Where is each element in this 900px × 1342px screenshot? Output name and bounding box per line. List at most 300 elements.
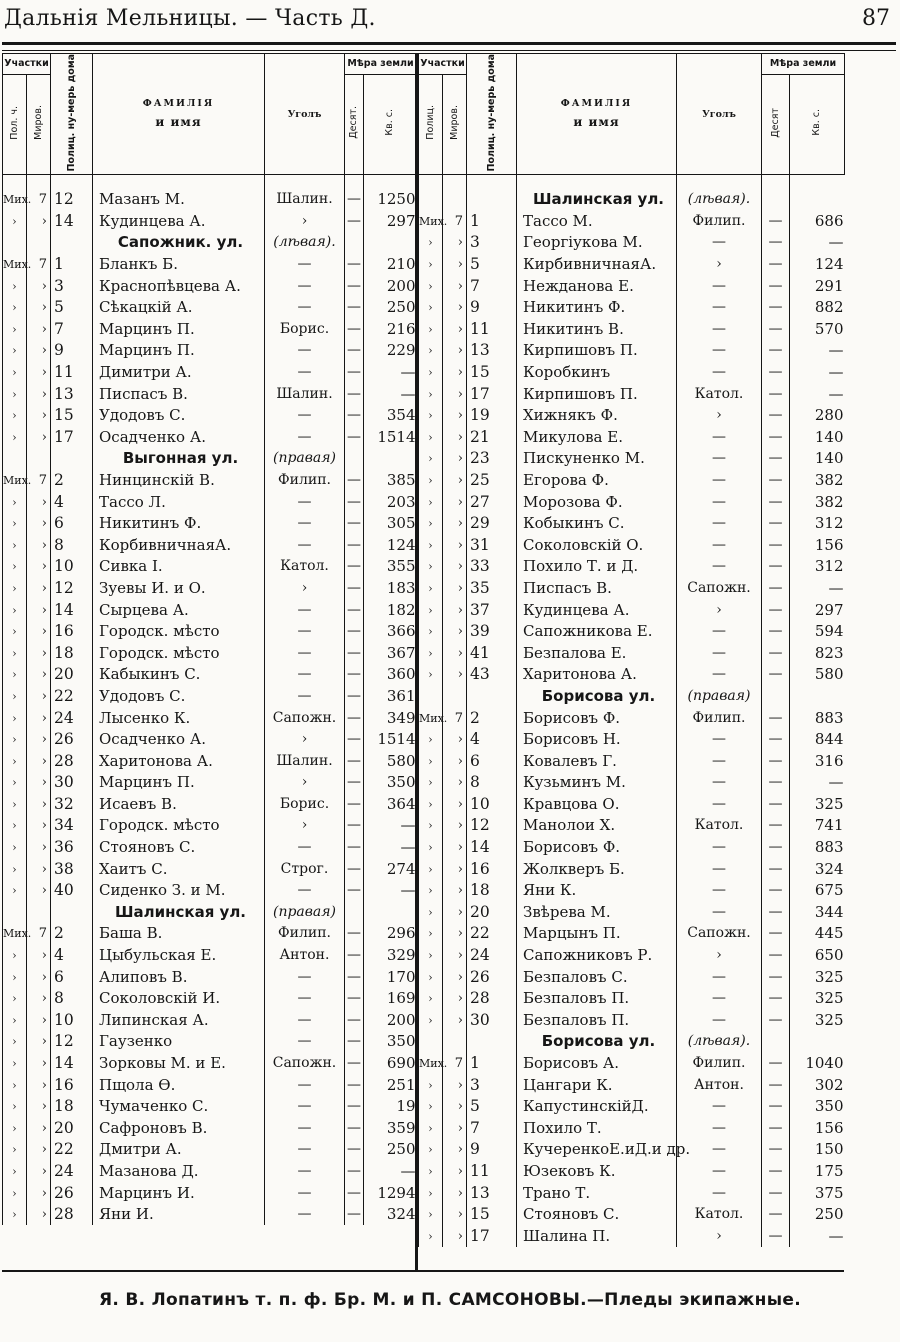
police-section-cell: ›	[419, 297, 443, 319]
owner-name-cell: Лысенко К.	[93, 707, 265, 729]
table-row	[3, 1117, 417, 1139]
corner-cell: Филип.	[677, 707, 762, 729]
desyatin-cell: —	[762, 1096, 790, 1118]
corner-cell: —	[677, 448, 762, 470]
register-table-right	[418, 53, 845, 1247]
corner-cell: Сапожн.	[265, 707, 345, 729]
owner-name-cell: Чумаченко С.	[93, 1096, 265, 1118]
police-section-cell: ›	[419, 1139, 443, 1161]
corner-cell: —	[265, 880, 345, 902]
magistrate-cell: ›	[443, 1139, 467, 1161]
table-row	[419, 470, 845, 492]
magistrate-cell: ›	[443, 794, 467, 816]
police-section-cell: ›	[3, 578, 27, 600]
table-row	[419, 621, 845, 643]
desyatin-cell: —	[345, 211, 364, 233]
area-cell: 375	[790, 1182, 845, 1204]
row-blank	[443, 189, 467, 211]
desyatin-cell: —	[762, 1182, 790, 1204]
police-section-cell: ›	[3, 534, 27, 556]
owner-name-cell: Городск. мѣсто	[93, 815, 265, 837]
area-cell: 354	[364, 405, 417, 427]
police-section-cell: ›	[419, 599, 443, 621]
table-row	[3, 664, 417, 686]
row-blank	[51, 232, 93, 254]
house-number-cell: 4	[467, 729, 517, 751]
house-number-cell: 4	[51, 945, 93, 967]
table-row	[3, 707, 417, 729]
owner-name-cell: Сѣкацкій А.	[93, 297, 265, 319]
table-row	[3, 426, 417, 448]
owner-name-cell: Харитонова А.	[93, 750, 265, 772]
table-row	[3, 729, 417, 751]
magistrate-cell: ›	[443, 254, 467, 276]
corner-cell: ›	[265, 772, 345, 794]
house-number-cell: 2	[51, 923, 93, 945]
desyatin-cell: —	[762, 556, 790, 578]
magistrate-cell: ›	[443, 966, 467, 988]
house-number-cell: 17	[467, 1225, 517, 1247]
table-row	[419, 707, 845, 729]
corner-cell: —	[677, 729, 762, 751]
magistrate-cell: ›	[27, 1031, 51, 1053]
owner-name-cell: Марцинъ П.	[93, 340, 265, 362]
corner-cell: —	[677, 664, 762, 686]
magistrate-cell: ›	[27, 1053, 51, 1075]
table-row	[3, 534, 417, 556]
row-blank	[364, 232, 417, 254]
magistrate-cell: ›	[443, 923, 467, 945]
house-number-cell: 7	[51, 319, 93, 341]
corner-cell: —	[265, 513, 345, 535]
magistrate-cell: ›	[443, 362, 467, 384]
table-row	[3, 858, 417, 880]
magistrate-cell: ›	[443, 642, 467, 664]
desyatin-cell: —	[762, 1053, 790, 1075]
header-surname: ФАМИЛІЯ и имя	[93, 54, 265, 175]
desyatin-cell: —	[345, 599, 364, 621]
table-row	[3, 815, 417, 837]
house-number-cell: 10	[51, 1010, 93, 1032]
owner-name-cell: Никитинъ Ф.	[517, 297, 677, 319]
street-side: (правая)	[265, 902, 345, 924]
owner-name-cell: Кобыкинъ С.	[517, 513, 677, 535]
owner-name-cell: Кирпишовъ П.	[517, 383, 677, 405]
table-row	[3, 923, 417, 945]
desyatin-cell: —	[762, 966, 790, 988]
owner-name-cell: Цангари К.	[517, 1074, 677, 1096]
street-name: Сапожник. ул.	[93, 232, 265, 254]
corner-cell: —	[265, 491, 345, 513]
house-number-cell: 33	[467, 556, 517, 578]
magistrate-cell: ›	[443, 297, 467, 319]
house-number-cell: 5	[51, 297, 93, 319]
house-number-cell: 12	[467, 815, 517, 837]
house-number-cell: 34	[51, 815, 93, 837]
magistrate-cell: ›	[27, 794, 51, 816]
magistrate-cell: ›	[27, 772, 51, 794]
house-number-cell: 22	[467, 923, 517, 945]
header-sq-sazhen: Кв. с.	[364, 74, 417, 175]
desyatin-cell: —	[762, 211, 790, 233]
house-number-cell: 32	[51, 794, 93, 816]
magistrate-cell: ›	[443, 902, 467, 924]
header-surname: ФАМИЛІЯ и имя	[517, 54, 677, 175]
house-number-cell: 8	[51, 534, 93, 556]
corner-cell: ›	[677, 405, 762, 427]
table-row	[3, 362, 417, 384]
house-number-cell: 15	[467, 362, 517, 384]
magistrate-cell: ›	[443, 448, 467, 470]
page-number: 87	[862, 6, 890, 31]
house-number-cell: 1	[467, 1053, 517, 1075]
table-row	[419, 815, 845, 837]
area-cell: 382	[790, 491, 845, 513]
police-section-cell: ›	[3, 211, 27, 233]
police-section-cell: ›	[419, 578, 443, 600]
corner-cell: —	[677, 1161, 762, 1183]
area-cell: 355	[364, 556, 417, 578]
area-cell: 183	[364, 578, 417, 600]
magistrate-cell: ›	[443, 1010, 467, 1032]
street-side: (лѣвая).	[677, 1031, 762, 1053]
police-section-cell: ›	[419, 426, 443, 448]
row-blank	[27, 448, 51, 470]
corner-cell: —	[265, 1010, 345, 1032]
house-number-cell: 7	[467, 1117, 517, 1139]
police-section-cell: ›	[3, 1010, 27, 1032]
owner-name-cell: Соколовскій И.	[93, 988, 265, 1010]
corner-cell: —	[265, 1182, 345, 1204]
owner-name-cell: КирбивничнаяА.	[517, 254, 677, 276]
area-cell: 367	[364, 642, 417, 664]
row-blank	[790, 686, 845, 708]
police-section-cell: ›	[3, 1074, 27, 1096]
row-blank	[364, 448, 417, 470]
house-number-cell: 9	[51, 340, 93, 362]
magistrate-cell: ›	[443, 1096, 467, 1118]
desyatin-cell: —	[345, 837, 364, 859]
desyatin-cell: —	[762, 232, 790, 254]
row-blank	[51, 902, 93, 924]
corner-cell: —	[265, 297, 345, 319]
row-blank	[345, 902, 364, 924]
row-blank	[762, 686, 790, 708]
police-section-cell: ›	[3, 880, 27, 902]
magistrate-cell: ›	[27, 707, 51, 729]
table-row	[419, 1096, 845, 1118]
table-row	[3, 599, 417, 621]
police-section-cell: ›	[419, 1010, 443, 1032]
house-number-cell: 15	[51, 405, 93, 427]
owner-name-cell: КорбивничнаяА.	[93, 534, 265, 556]
area-cell: 359	[364, 1117, 417, 1139]
house-number-cell: 28	[467, 988, 517, 1010]
magistrate-cell: ›	[27, 578, 51, 600]
table-row	[3, 254, 417, 276]
top-rule-thin	[2, 50, 896, 51]
corner-cell: —	[265, 362, 345, 384]
desyatin-cell: —	[345, 988, 364, 1010]
corner-cell: Катол.	[265, 556, 345, 578]
owner-name-cell: Кузьминъ М.	[517, 772, 677, 794]
police-section-cell: ›	[419, 988, 443, 1010]
owner-name-cell: Безпаловъ С.	[517, 966, 677, 988]
desyatin-cell: —	[762, 923, 790, 945]
corner-cell: Катол.	[677, 383, 762, 405]
corner-cell: Катол.	[677, 1204, 762, 1226]
magistrate-cell: ›	[27, 340, 51, 362]
house-number-cell: 30	[467, 1010, 517, 1032]
corner-cell: —	[677, 470, 762, 492]
area-cell: 250	[790, 1204, 845, 1226]
desyatin-cell: —	[762, 1117, 790, 1139]
house-number-cell: 11	[467, 319, 517, 341]
table-row	[3, 750, 417, 772]
corner-cell: Шалин.	[265, 189, 345, 211]
desyatin-cell: —	[345, 880, 364, 902]
table-row	[419, 340, 845, 362]
magistrate-cell: ›	[27, 362, 51, 384]
magistrate-cell: ›	[443, 621, 467, 643]
police-section-cell: ›	[3, 988, 27, 1010]
table-row	[419, 880, 845, 902]
desyatin-cell: —	[762, 254, 790, 276]
street-side: (лѣвая).	[265, 232, 345, 254]
magistrate-cell: ›	[443, 470, 467, 492]
owner-name-cell: Мазанъ М.	[93, 189, 265, 211]
magistrate-cell: ›	[443, 1074, 467, 1096]
magistrate-cell: ›	[27, 729, 51, 751]
area-cell: 325	[790, 988, 845, 1010]
corner-cell: Сапожн.	[677, 578, 762, 600]
area-cell: 124	[364, 534, 417, 556]
area-cell: 291	[790, 275, 845, 297]
row-blank	[27, 902, 51, 924]
table-row	[419, 534, 845, 556]
table-row	[3, 880, 417, 902]
table-row	[419, 966, 845, 988]
row-blank	[345, 448, 364, 470]
house-number-cell: 1	[467, 211, 517, 233]
police-section-cell: ›	[419, 362, 443, 384]
corner-cell: —	[265, 405, 345, 427]
area-cell: 324	[364, 1204, 417, 1226]
house-number-cell: 3	[467, 1074, 517, 1096]
table-row	[3, 1074, 417, 1096]
police-section-cell: ›	[3, 513, 27, 535]
left-column	[2, 53, 416, 1270]
table-row	[3, 189, 417, 211]
corner-cell: Антон.	[677, 1074, 762, 1096]
area-cell: 650	[790, 945, 845, 967]
row-blank	[790, 1031, 845, 1053]
police-section-cell: ›	[3, 945, 27, 967]
table-row	[419, 383, 845, 405]
table-row	[3, 621, 417, 643]
table-row	[3, 1031, 417, 1053]
magistrate-cell: ›	[27, 426, 51, 448]
police-section-cell: ›	[419, 254, 443, 276]
police-section-cell: ›	[419, 664, 443, 686]
desyatin-cell: —	[345, 642, 364, 664]
corner-cell: —	[677, 988, 762, 1010]
house-number-cell: 35	[467, 578, 517, 600]
table-row	[3, 383, 417, 405]
owner-name-cell: Похило Т. и Д.	[517, 556, 677, 578]
corner-cell: —	[677, 232, 762, 254]
police-section-cell: ›	[3, 621, 27, 643]
owner-name-cell: Баша В.	[93, 923, 265, 945]
owner-name-cell: Нежданова Е.	[517, 275, 677, 297]
magistrate-cell: ›	[27, 383, 51, 405]
table-row	[3, 1010, 417, 1032]
desyatin-cell: —	[345, 254, 364, 276]
corner-cell: Шалин.	[265, 750, 345, 772]
house-number-cell: 21	[467, 426, 517, 448]
house-number-cell: 20	[51, 664, 93, 686]
desyatin-cell: —	[762, 621, 790, 643]
corner-cell: —	[265, 599, 345, 621]
police-section-cell: Мих.	[3, 254, 27, 276]
desyatin-cell: —	[345, 664, 364, 686]
police-section-cell: ›	[419, 642, 443, 664]
street-heading-row	[3, 232, 417, 254]
corner-cell: Антон.	[265, 945, 345, 967]
top-rule	[2, 42, 896, 45]
table-row	[3, 1161, 417, 1183]
owner-name-cell: КучеренкоЕ.иД.и др.	[517, 1139, 677, 1161]
house-number-cell: 26	[51, 729, 93, 751]
police-section-cell: ›	[3, 1096, 27, 1118]
magistrate-cell: ›	[27, 1204, 51, 1226]
corner-cell: Филип.	[265, 923, 345, 945]
house-number-cell: 17	[51, 426, 93, 448]
corner-cell: ›	[677, 599, 762, 621]
owner-name-cell: Стояновъ С.	[517, 1204, 677, 1226]
owner-name-cell: Сиденко З. и М.	[93, 880, 265, 902]
magistrate-cell: ›	[443, 1204, 467, 1226]
magistrate-cell: ›	[27, 815, 51, 837]
police-section-cell: Мих.	[3, 923, 27, 945]
area-cell: 1294	[364, 1182, 417, 1204]
magistrate-cell: ›	[443, 1182, 467, 1204]
desyatin-cell: —	[762, 405, 790, 427]
area-cell: 312	[790, 556, 845, 578]
police-section-cell: ›	[419, 945, 443, 967]
corner-cell: —	[265, 642, 345, 664]
magistrate-cell: ›	[443, 750, 467, 772]
police-section-cell: ›	[3, 1117, 27, 1139]
corner-cell: Сапожн.	[265, 1053, 345, 1075]
police-section-cell: Мих.	[419, 707, 443, 729]
police-section-cell: ›	[3, 642, 27, 664]
area-cell: 349	[364, 707, 417, 729]
table-row	[3, 211, 417, 233]
row-blank	[345, 232, 364, 254]
owner-name-cell: Хижнякъ Ф.	[517, 405, 677, 427]
desyatin-cell: —	[762, 297, 790, 319]
area-cell: —	[790, 232, 845, 254]
area-cell: 140	[790, 448, 845, 470]
table-row	[419, 750, 845, 772]
area-cell: —	[364, 383, 417, 405]
header-corner: Уголъ	[265, 54, 345, 175]
desyatin-cell: —	[762, 340, 790, 362]
header-house-number: Полиц. ну-мерь дома	[467, 54, 517, 175]
area-cell: 580	[364, 750, 417, 772]
table-row	[419, 232, 845, 254]
owner-name-cell: Борисовъ Ф.	[517, 837, 677, 859]
desyatin-cell: —	[762, 988, 790, 1010]
police-section-cell: Мих.	[3, 470, 27, 492]
table-row	[419, 837, 845, 859]
owner-name-cell: Яни К.	[517, 880, 677, 902]
corner-cell: —	[265, 837, 345, 859]
house-number-cell: 4	[51, 491, 93, 513]
corner-cell: —	[265, 254, 345, 276]
owner-name-cell: Осадченко А.	[93, 729, 265, 751]
header-police-part: Полиц.	[419, 74, 443, 175]
area-cell: 182	[364, 599, 417, 621]
magistrate-cell: ›	[27, 945, 51, 967]
magistrate-cell: ›	[443, 232, 467, 254]
corner-cell: Борис.	[265, 319, 345, 341]
desyatin-cell: —	[762, 642, 790, 664]
desyatin-cell: —	[345, 750, 364, 772]
police-section-cell: ›	[3, 729, 27, 751]
owner-name-cell: Соколовскій О.	[517, 534, 677, 556]
area-cell: 385	[364, 470, 417, 492]
house-number-cell: 36	[51, 837, 93, 859]
desyatin-cell: —	[762, 534, 790, 556]
table-row	[419, 211, 845, 233]
magistrate-cell: 7	[27, 470, 51, 492]
street-name: Выгонная ул.	[93, 448, 265, 470]
police-section-cell: ›	[419, 880, 443, 902]
house-number-cell: 31	[467, 534, 517, 556]
table-row	[419, 945, 845, 967]
police-section-cell: ›	[3, 815, 27, 837]
area-cell: —	[364, 1161, 417, 1183]
house-number-cell: 38	[51, 858, 93, 880]
corner-cell: —	[265, 1139, 345, 1161]
table-row	[419, 794, 845, 816]
owner-name-cell: Марцинъ П.	[93, 772, 265, 794]
magistrate-cell: ›	[443, 275, 467, 297]
police-section-cell: ›	[419, 902, 443, 924]
owner-name-cell: Зорковы М. и Е.	[93, 1053, 265, 1075]
magistrate-cell: ›	[27, 211, 51, 233]
table-row	[419, 297, 845, 319]
house-number-cell: 28	[51, 750, 93, 772]
house-number-cell: 2	[467, 707, 517, 729]
house-number-cell: 12	[51, 1031, 93, 1053]
owner-name-cell: Хаитъ С.	[93, 858, 265, 880]
corner-cell: —	[265, 621, 345, 643]
police-section-cell: ›	[3, 794, 27, 816]
street-heading-row	[419, 189, 845, 211]
owner-name-cell: Зуевы И. и О.	[93, 578, 265, 600]
house-number-cell: 28	[51, 1204, 93, 1226]
house-number-cell: 40	[51, 880, 93, 902]
owner-name-cell: Коробкинъ	[517, 362, 677, 384]
corner-cell: —	[677, 1139, 762, 1161]
desyatin-cell: —	[345, 794, 364, 816]
magistrate-cell: ›	[27, 405, 51, 427]
police-section-cell: ›	[419, 405, 443, 427]
area-cell: 156	[790, 534, 845, 556]
